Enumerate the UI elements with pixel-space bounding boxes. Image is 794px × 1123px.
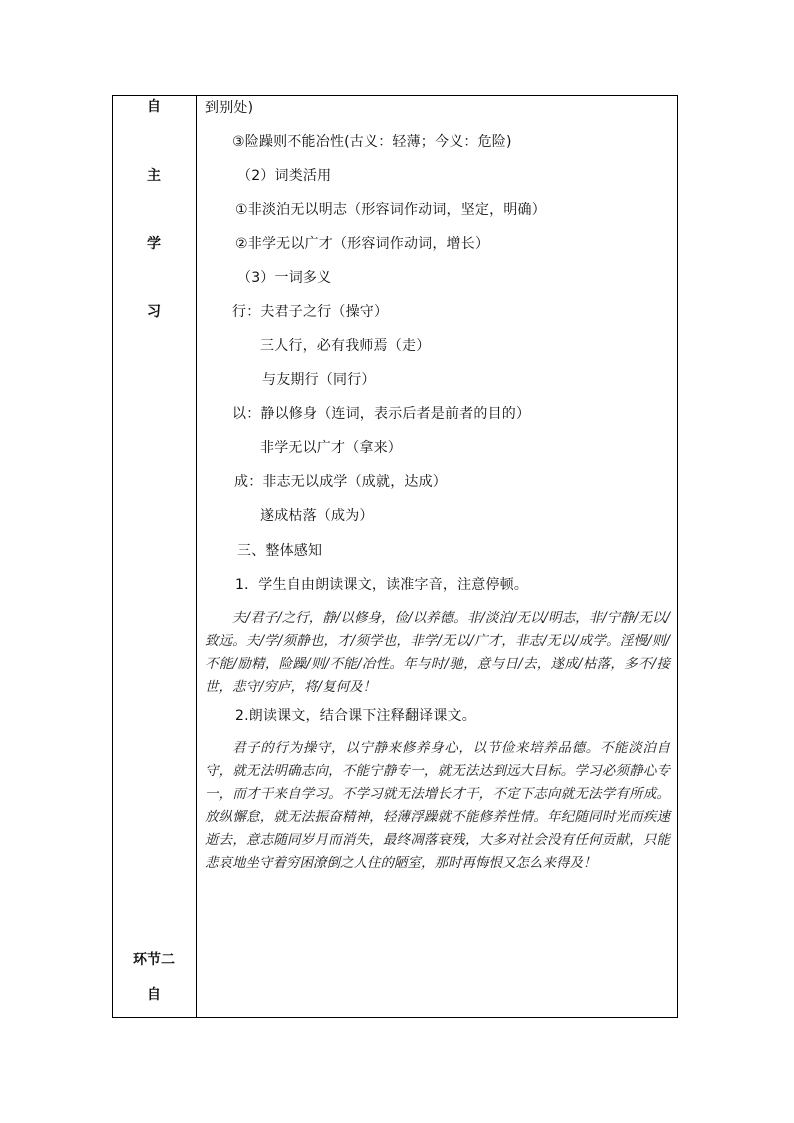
- left-label-zhu: 主: [147, 168, 161, 184]
- section-heading-polysemy: （3）一词多义: [237, 270, 332, 286]
- text-line-1: 到别处): [205, 100, 254, 116]
- text-line-5: ②非学无以广才（形容词作动词，增长）: [235, 236, 490, 252]
- section-heading-overall: 三、整体感知: [237, 543, 323, 559]
- text-line-11: 非学无以广才（拿来）: [260, 440, 402, 456]
- text-line-15: 1．学生自由朗读课文，读准字音，注意停顿。: [235, 577, 529, 593]
- section-heading-word-class: （2）词类活用: [237, 168, 332, 184]
- left-label-huanjie: 环节二: [133, 952, 175, 968]
- text-line-13: 遂成枯落（成为）: [260, 508, 374, 524]
- text-line-7: 行：夫君子之行（操守）: [232, 304, 389, 320]
- text-line-16: 2.朗读课文，结合课下注释翻译课文。: [235, 708, 476, 724]
- text-line-2: ③险躁则不能冶性(古义：轻薄；今义：危险): [232, 134, 512, 150]
- text-line-10: 以：静以修身（连词，表示后者是前者的目的）: [232, 406, 531, 422]
- text-line-9: 与友期行（同行）: [262, 372, 376, 388]
- left-label-xi: 习: [147, 304, 161, 320]
- marked-passage: 夫/君子/之行，静/以修身，俭/以养德。非/淡泊/无以/明志，非/宁静/无以/致远。夫/学/须静也，才/须学也，非学/无以/广才，非志/无以/成学。淫慢/则/不能/励精，险躁/则/不能/冶性。年与时/驰，意与日/去，遂成/枯落，多不/接世，悲守/穷庐，将/复何及！: [205, 610, 670, 695]
- left-label-zi: 自: [147, 99, 161, 115]
- translation-passage: 君子的行为操守，以宁静来修养身心，以节俭来培养品德。不能淡泊自守，就无法明确志向，不能宁静专一，就无法达到远大目标。学习必须静心专一，而才干来自学习。不学习就无法增长才干，不定下志向就无法学有所成。放纵懈怠，就无法振奋精神，轻薄浮躁就不能修养性情。年纪随同时光而疾速逝去，意志随同岁月而消失，最终凋落衰残，大多对社会没有任何贡献，只能悲哀地坐守着穷困潦倒之人住的陋室，那时再悔恨又怎么来得及！: [205, 740, 670, 871]
- text-line-4: ①非淡泊无以明志（形容词作动词，坚定，明确）: [235, 202, 546, 218]
- text-line-12: 成：非志无以成学（成就，达成）: [234, 474, 447, 490]
- text-line-8: 三人行，必有我师焉（走）: [260, 338, 431, 354]
- left-label-xue: 学: [147, 236, 161, 252]
- left-label-zi-2: 自: [147, 987, 161, 1003]
- column-divider: [196, 95, 197, 1018]
